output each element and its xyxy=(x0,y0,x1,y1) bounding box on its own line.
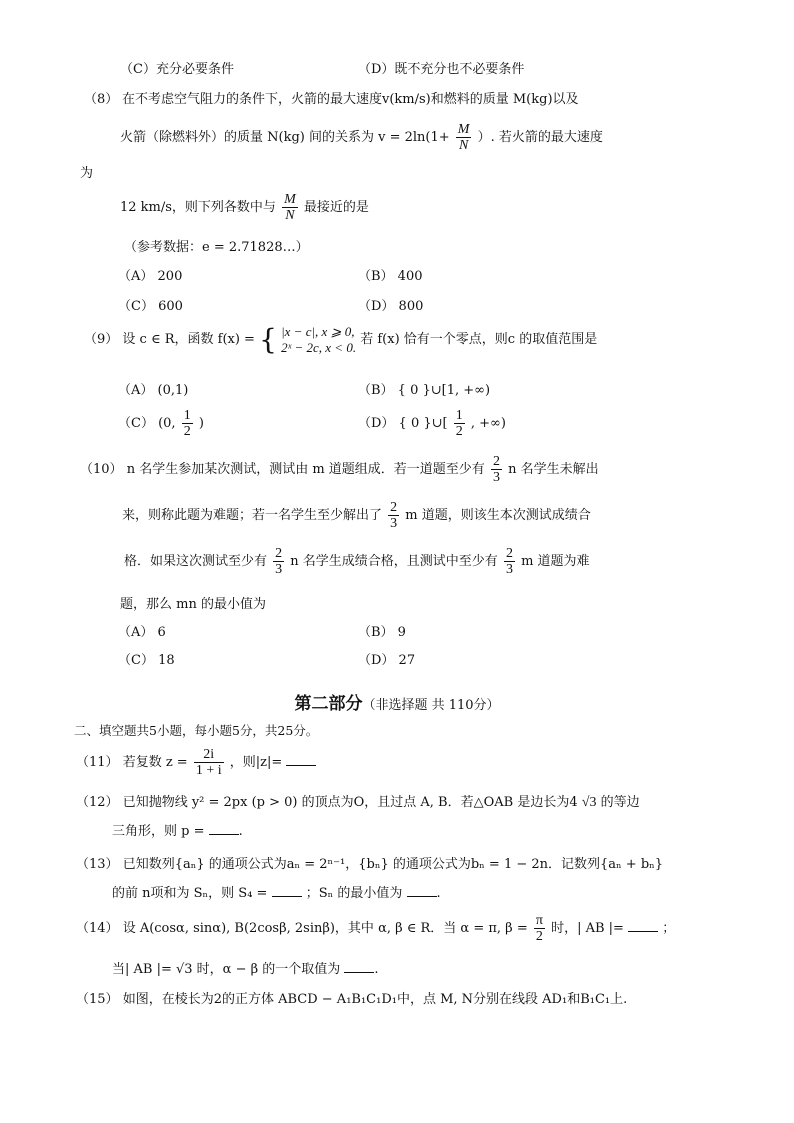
q13-line1-text: 已知数列{aₙ} 的通项公式为aₙ = 2ⁿ⁻¹，{bₙ} 的通项公式为bₙ = 1 − 2n．记数列{aₙ + bₙ} xyxy=(122,857,664,872)
q10-line1-b: n 名学生未解出 xyxy=(508,462,599,477)
q10-line3-b: n 名学生成绩合格，且测试中至少有 xyxy=(290,554,498,569)
q8-fraction-2 xyxy=(282,192,298,223)
q8-fraction2-num: M xyxy=(284,192,296,207)
section-2-heading: 二、填空题共5小题，每小题5分，共25分。 xyxy=(74,723,319,738)
q10-line2-b: m 道题，则该生本次测试成绩合 xyxy=(405,508,591,523)
q10-frac-1-den: 3 xyxy=(492,470,500,485)
q9-option-d-pre: （D） { 0 }∪[ xyxy=(358,416,448,431)
q9-option-c xyxy=(118,408,204,440)
q10-frac-4 xyxy=(504,546,515,577)
q8-fraction-num: M xyxy=(457,122,470,137)
q10-frac-1 xyxy=(491,454,502,485)
q8-option-a: （A） 200 xyxy=(118,269,183,284)
q10-frac-2-num: 2 xyxy=(390,500,398,515)
q11-text-b: ，则|z|= xyxy=(229,755,283,770)
q14-number: （14） xyxy=(76,921,119,936)
q10-line2 xyxy=(122,500,591,532)
q8-reference: （参考数据：e = 2.71828…） xyxy=(124,240,309,255)
q9-option-c-num: 1 xyxy=(183,408,191,423)
q12-number: （12） xyxy=(76,795,119,810)
q12-answer-blank[interactable] xyxy=(209,822,239,835)
q13-number: （13） xyxy=(76,857,119,872)
q9-option-d-frac xyxy=(454,408,465,439)
q14-answer-blank-2[interactable] xyxy=(344,960,374,973)
q10-line2-a: 来，则称此题为难题；若一名学生至少解出了 xyxy=(122,508,383,523)
q10-option-b: （B） 9 xyxy=(358,625,406,640)
q10-line1 xyxy=(80,454,599,486)
q8-line2-a: 火箭（除燃料外）的质量 N(kg) 间的关系为 v = 2ln(1+ xyxy=(120,130,450,145)
q9-brace: { xyxy=(259,322,277,356)
q9-stem xyxy=(84,322,597,358)
q11-text-a: 若复数 z = xyxy=(122,755,188,770)
q14-frac-num: π xyxy=(535,913,543,928)
part2-title: 第二部分 xyxy=(294,694,363,714)
q8-line4-b: 最接近的是 xyxy=(303,200,369,215)
q9-option-d-den: 2 xyxy=(455,424,463,439)
part2-subtitle: （非选择题 共 110分） xyxy=(362,698,500,713)
q12-line1-a: 已知抛物线 y² = 2px (p > 0) 的顶点为O，且过点 A, B．若△OAB 是边长为4 xyxy=(122,795,578,810)
q9-option-d-num: 1 xyxy=(455,408,463,423)
q10-frac-2 xyxy=(388,500,399,531)
q9-option-a: （A） (0,1) xyxy=(118,383,189,398)
q9-option-c-pre: （C） (0, xyxy=(118,416,176,431)
q14-line2-a: 当| AB |= √3 时，α − β 的一个取值为 xyxy=(112,962,341,977)
q9-option-b: （B） { 0 }∪[1, +∞) xyxy=(358,383,491,398)
q13-line1 xyxy=(76,855,663,875)
q10-frac-2-den: 3 xyxy=(390,516,398,531)
q11-frac-num: 2i xyxy=(194,747,224,763)
q8-option-d: （D） 800 xyxy=(358,299,424,314)
q10-frac-4-num: 2 xyxy=(505,546,513,561)
q8-number: （8） xyxy=(84,92,119,107)
q14-line2 xyxy=(112,960,379,980)
q11-frac xyxy=(194,747,224,778)
q11-frac-den: 1 + i xyxy=(195,763,222,778)
q10-frac-1-num: 2 xyxy=(492,454,500,469)
q14-line1-b: 时，| AB |= xyxy=(551,921,624,936)
q10-option-d: （D） 27 xyxy=(358,653,416,668)
q13-line2-a: 的前 n项和为 Sₙ，则 S₄ = xyxy=(112,886,268,901)
q14-line1-a: 设 A(cosα, sinα), B(2cosβ, 2sinβ)，其中 α, β ∈ R．当 α = π, β = xyxy=(122,921,528,936)
q8-line2 xyxy=(120,122,603,154)
q9-tail: 若 f(x) 恰有一个零点，则c 的取值范围是 xyxy=(360,332,598,347)
q9-option-d-post: , +∞) xyxy=(470,416,506,431)
q10-number: （10） xyxy=(80,462,123,477)
q13-answer-blank-2[interactable] xyxy=(407,884,437,897)
q9-lead: 设 c ∈ R，函数 f(x) = xyxy=(122,332,255,347)
q14-frac-den: 2 xyxy=(535,929,543,944)
q8-line2-b: ）. 若火箭的最大速度 xyxy=(477,130,603,145)
q10-frac-3-den: 3 xyxy=(275,562,283,577)
q11-answer-blank[interactable] xyxy=(286,753,316,766)
q8-option-c: （C） 600 xyxy=(118,299,183,314)
q10-line3-a: 格．如果这次测试至少有 xyxy=(124,554,268,569)
q9-cases xyxy=(281,324,356,356)
q10-line1-a: n 名学生参加某次测试，测试由 m 道题组成．若一道题至少有 xyxy=(126,462,485,477)
q15-number: （15） xyxy=(76,992,119,1007)
q15-line1 xyxy=(76,990,627,1010)
q10-line4: 题，那么 mn 的最小值为 xyxy=(120,597,266,612)
q8-fraction-den: N xyxy=(458,138,469,153)
q10-frac-3 xyxy=(273,546,284,577)
q8-line4 xyxy=(120,192,369,224)
q11-number: （11） xyxy=(76,755,119,770)
q8-line3: 为 xyxy=(80,166,94,181)
q10-option-a: （A） 6 xyxy=(118,625,166,640)
q10-line3-c: m 道题为难 xyxy=(521,554,590,569)
q7-option-d: （D）既不充分也不必要条件 xyxy=(358,62,525,77)
q12-sqrt3: √3 xyxy=(581,795,597,810)
q10-line3 xyxy=(124,546,590,578)
q9-case-2: 2ˣ − 2c, x < 0. xyxy=(281,339,357,355)
q14-answer-blank-1[interactable] xyxy=(628,919,658,932)
q12-line1-c: 的等边 xyxy=(600,795,640,810)
q12-line2-text: 三角形，则 p = xyxy=(112,824,205,839)
q13-line2-b: ；Sₙ 的最小值为 xyxy=(305,886,403,901)
q14-line1 xyxy=(76,912,675,946)
q11 xyxy=(76,746,316,780)
q8-fraction2-den: N xyxy=(285,208,295,223)
q9-option-c-den: 2 xyxy=(183,424,191,439)
q15-line1-text: 如图，在棱长为2的正方体 ABCD − A₁B₁C₁D₁中，点 M, N分别在线段 AD₁和B₁C₁上. xyxy=(122,992,628,1007)
q13-line2: 的前 n项和为 Sₙ，则 S₄ = ；Sₙ 的最小值为 . xyxy=(112,886,441,901)
q13-answer-blank-1[interactable] xyxy=(272,884,302,897)
q8-fraction xyxy=(456,122,472,153)
q12-line1 xyxy=(76,793,640,813)
q9-option-c-post: ) xyxy=(198,416,204,431)
q9-option-c-frac xyxy=(182,408,193,439)
q10-frac-4-den: 3 xyxy=(505,562,513,577)
q12-line2: 三角形，则 p = . xyxy=(112,824,243,839)
part2-heading xyxy=(0,694,794,716)
q8-line4-a: 12 km/s，则下列各数中与 xyxy=(120,200,276,215)
q9-case-1: |x − c|, x ⩾ 0, xyxy=(281,323,355,339)
q9-number: （9） xyxy=(84,332,119,347)
q7-option-c: （C）充分必要条件 xyxy=(120,62,234,77)
q14-line1-c: ； xyxy=(662,921,676,936)
q8-option-b: （B） 400 xyxy=(358,269,423,284)
q9-option-d xyxy=(358,408,506,440)
q14-line2-b: . xyxy=(374,962,379,977)
q14-frac xyxy=(534,913,545,944)
q8-line1: 在不考虑空气阻力的条件下，火箭的最大速度v(km/s)和燃料的质量 M(kg)以及 xyxy=(122,92,579,107)
q10-option-c: （C） 18 xyxy=(118,653,175,668)
q10-frac-3-num: 2 xyxy=(275,546,283,561)
